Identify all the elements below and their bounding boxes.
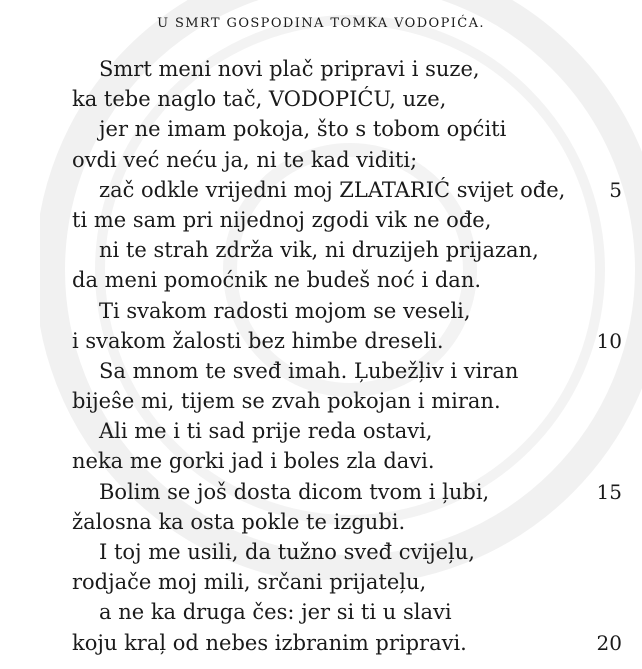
poem-line-text: Bolim se još dosta dicom tvom i ļubi, — [99, 479, 490, 504]
poem-line-text: žalosna ka osta pokle te izgubi. — [72, 509, 406, 534]
poem-line-text: Sa mnom te sveđ imah. Ļubežļiv i viran — [99, 358, 519, 383]
poem-line — [0, 205, 642, 235]
poem-line — [0, 84, 642, 114]
poem-line — [0, 265, 642, 295]
poem-line — [0, 235, 642, 265]
poem-line — [0, 537, 642, 567]
poem-line — [0, 114, 642, 144]
poem-line-text: da meni pomoćnik ne budeš noć i dan. — [72, 268, 482, 293]
poem-line — [0, 145, 642, 175]
poem-line — [0, 175, 642, 205]
poem-line — [0, 296, 642, 326]
poem-line-text: ovdi već neću ja, ni te kad viditi; — [72, 147, 418, 172]
poem-line-text: rodjače moj mili, srčani prijateļu, — [72, 570, 427, 595]
poem-line-text: a ne ka druga čes: jer si ti u slavi — [99, 600, 452, 625]
line-number: 20 — [596, 630, 622, 655]
poem-title: U SMRT GOSPODINA TOMKA VODOPIĆA. — [157, 16, 485, 31]
poem-line — [0, 507, 642, 537]
poem-line-text: Ti svakom radosti mojom se veseli, — [99, 298, 471, 323]
poem-line — [0, 326, 642, 356]
poem-line — [0, 477, 642, 507]
poem-line-text: zač odkle vrijedni moj ZLATARIĆ svijet ođe, — [99, 177, 566, 202]
poem-line-text: jer ne imam pokoja, što s tobom općiti — [99, 117, 507, 142]
line-number: 10 — [596, 328, 622, 353]
poem-line — [0, 386, 642, 416]
poem-line-text: ka tebe naglo tač, VODOPIĆU, uze, — [72, 87, 447, 112]
line-number: 15 — [596, 479, 622, 504]
poem-line — [0, 597, 642, 627]
poem-line-text: Smrt meni novi plač pripravi i suze, — [99, 57, 480, 81]
poem-line-text: ni te strah zdrža vik, ni druzijeh prijazan, — [99, 238, 539, 263]
poem-line — [0, 446, 642, 476]
poem-line-text: ti me sam pri nijednoj zgodi vik ne ođe, — [72, 207, 492, 232]
line-number: 5 — [609, 177, 622, 202]
poem-line — [0, 628, 642, 658]
poem-line-text: bijeŝe mi, tijem se zvah pokojan i miran. — [72, 389, 501, 414]
poem-line-text: I toj me usili, da tužno sveđ cvijeļu, — [99, 540, 475, 564]
poem-line — [0, 416, 642, 446]
poem-line — [0, 54, 642, 84]
poem-line-text: Ali me i ti sad prije reda ostavi, — [99, 419, 433, 444]
poem-line-text: koju kraļ od nebes izbranim pripravi. — [72, 630, 467, 655]
poem-line-text: i svakom žalosti bez himbe dreseli. — [72, 328, 444, 353]
poem-line — [0, 567, 642, 597]
poem-line — [0, 356, 642, 386]
poem-line-text: neka me gorki jad i boles zla davi. — [72, 449, 435, 474]
poem-body — [0, 54, 642, 658]
